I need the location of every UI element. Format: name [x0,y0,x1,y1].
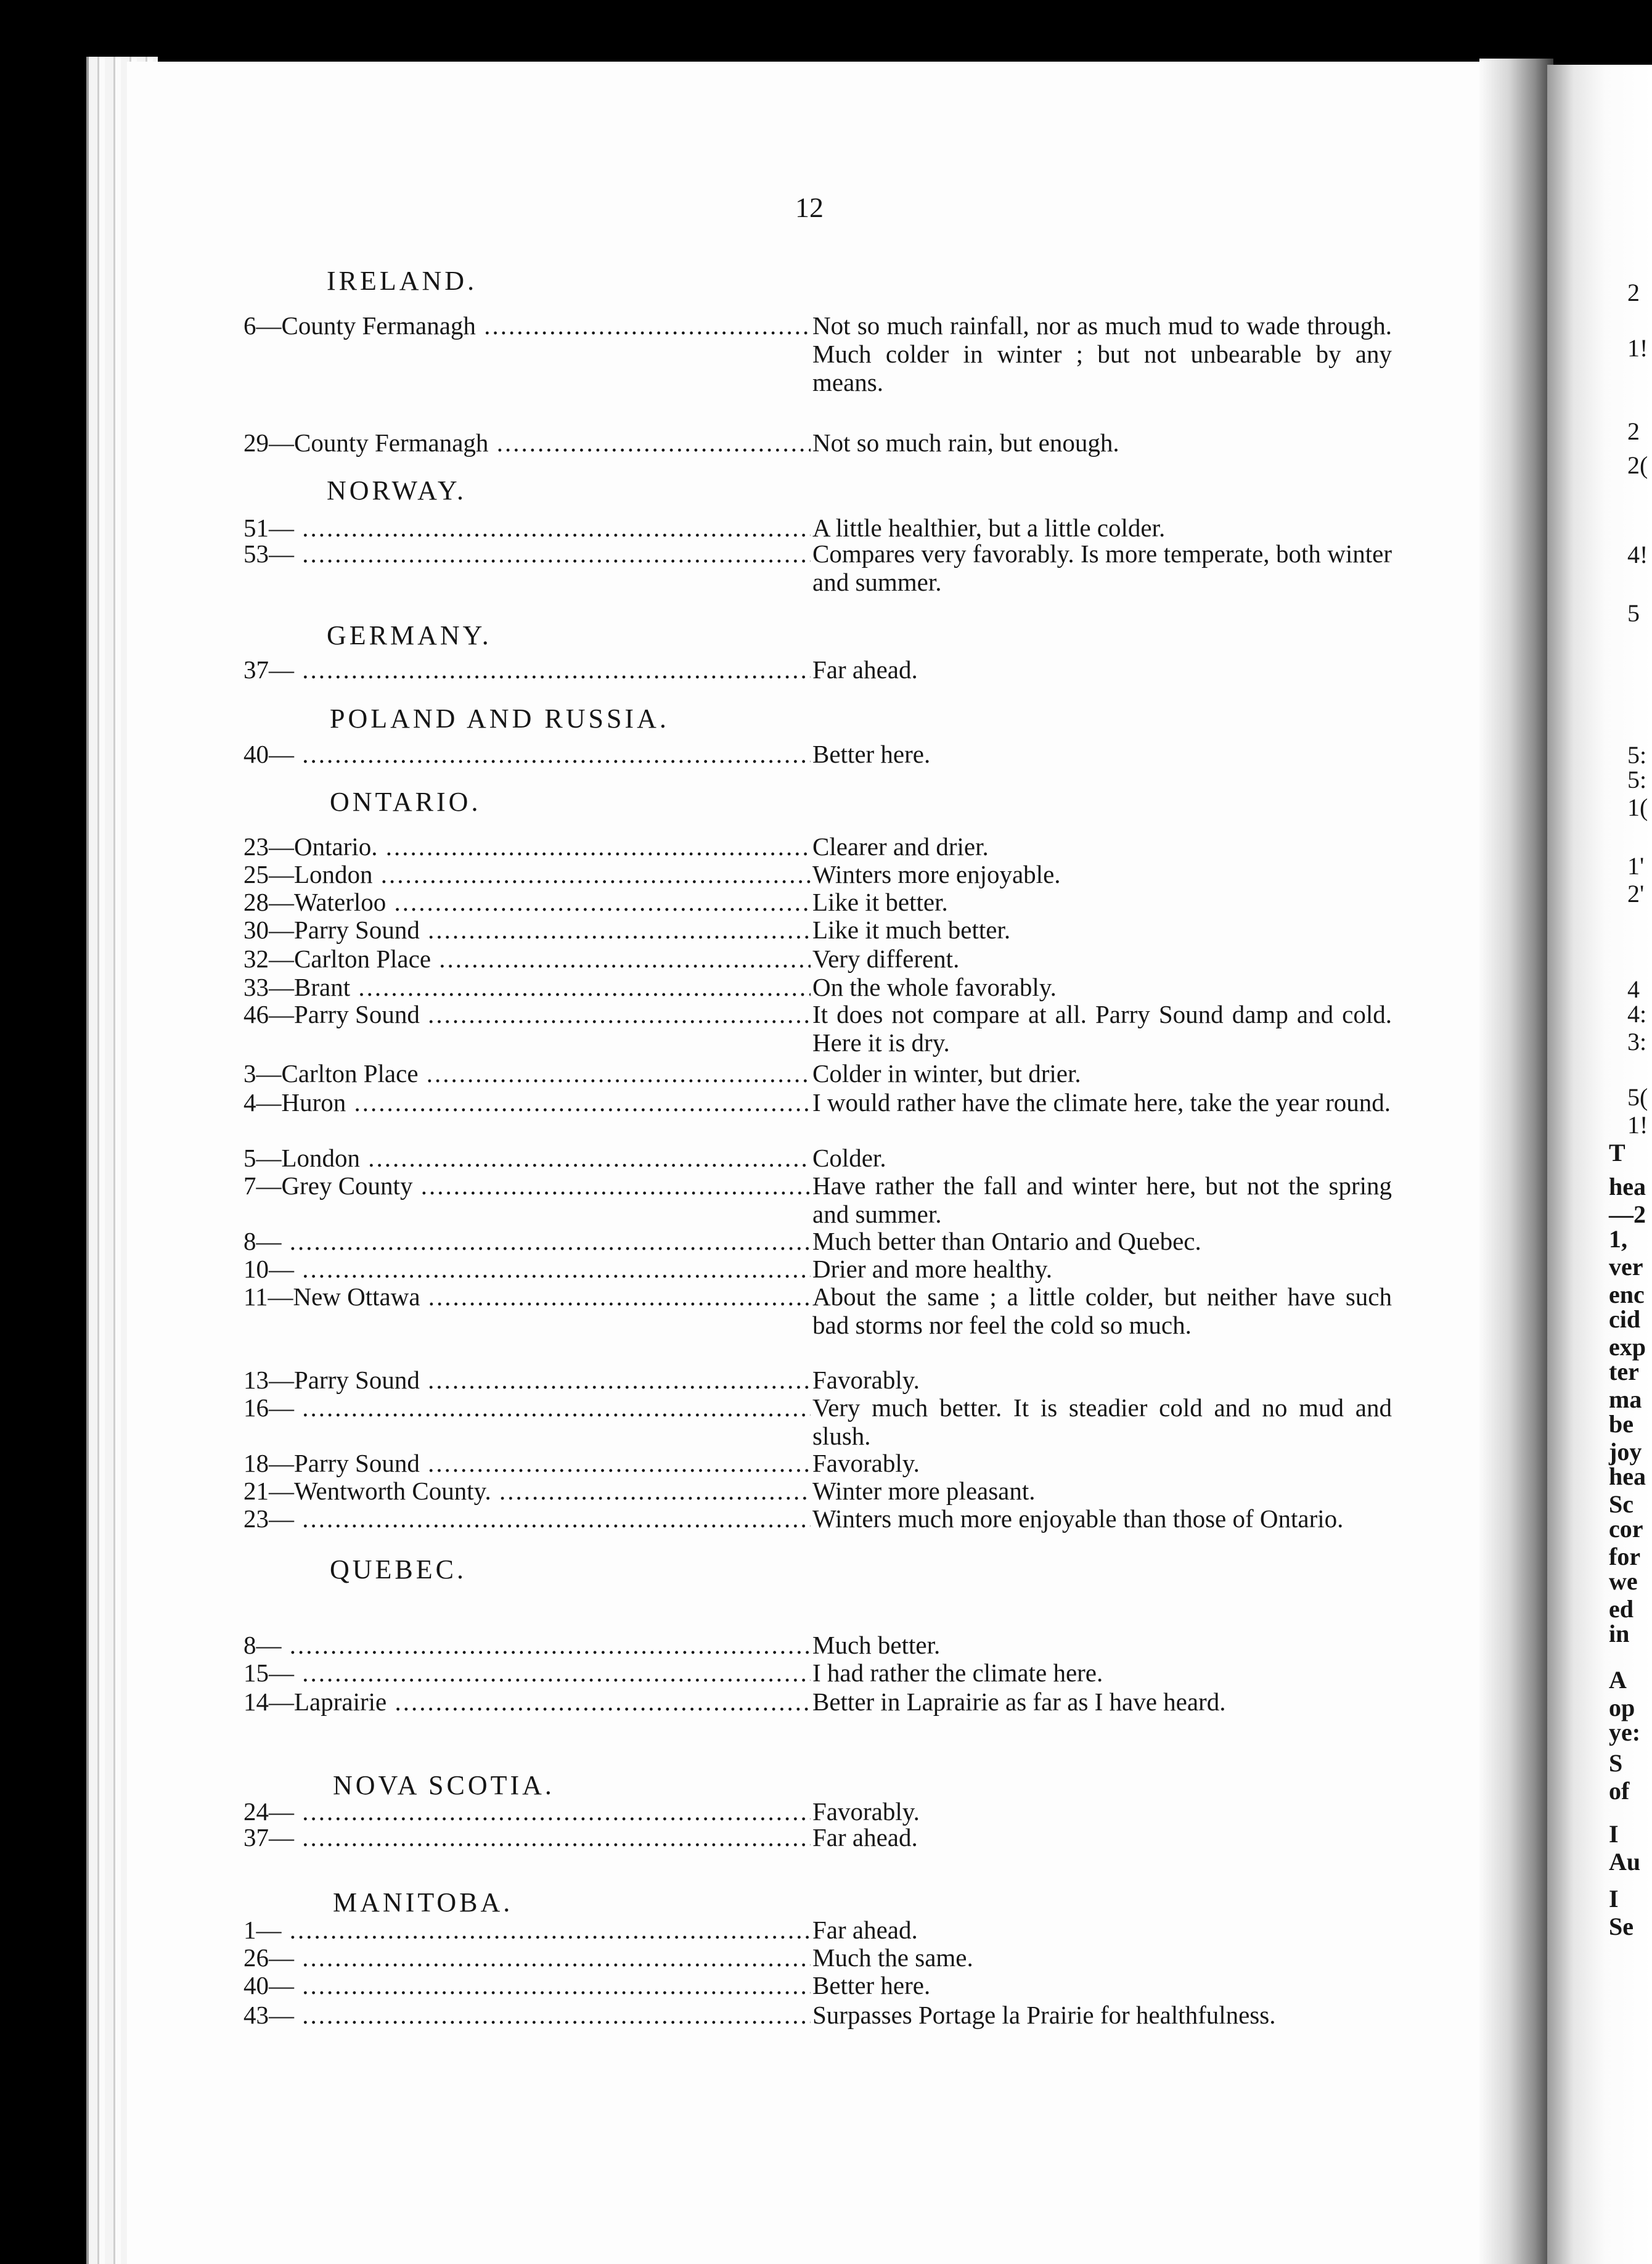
facing-page-fragment: 4 [1627,975,1640,1003]
facing-page-fragment: for [1609,1543,1641,1570]
entry-respondent: 5—London ..... [243,1144,811,1172]
entry-comment: Far ahead. [812,1916,918,1944]
entry-comment: Far ahead. [812,1823,918,1852]
page-number: 12 [795,192,824,223]
entry-respondent: 40— ..... [243,1971,811,1999]
entry-row [0,2001,1652,2032]
entry-comment: I would rather have the climate here, take the year round. [812,1088,1391,1117]
entry-respondent: 40— ..... [243,740,811,768]
facing-page-fragment: —2 [1609,1200,1646,1228]
entry-comment: Winters much more enjoyable than those of Ontario. [812,1504,1344,1533]
entry-respondent: 15— ..... [243,1659,811,1687]
entry-respondent: 43— ..... [243,2001,811,2029]
entry-respondent: 32—Carlton Place ..... [243,945,811,973]
entry-comment: Clearer and drier. [812,832,989,861]
entry-respondent: 21—Wentworth County. ..... [243,1477,811,1505]
facing-page-fragment: 1( [1627,794,1648,821]
facing-page-fragment: exp [1609,1333,1646,1361]
facing-page-fragment: 2( [1627,451,1648,479]
entry-respondent: 46—Parry Sound ..... [243,1000,811,1028]
facing-page-fragment: ver [1609,1253,1643,1281]
entry-comment: Drier and more healthy. [812,1255,1052,1283]
entry-comment: Not so much rainfall, nor as much mud to wade through. Much colder in winter ; but not unbearable by any means. [812,311,1392,396]
entry-respondent: 8— ..... [243,1631,811,1659]
entry-row [0,1227,1652,1258]
entry-comment: On the whole favorably. [812,973,1057,1001]
facing-page-fragment: in [1609,1620,1630,1647]
entry-respondent: 23—Ontario. ..... [243,832,811,861]
entry-row [0,1820,1652,1854]
section-heading: GERMANY. [327,620,492,650]
facing-page-fragment: I [1609,1820,1619,1848]
entry-row [0,429,1652,459]
entry-row [0,740,1652,771]
entry-comment: Far ahead. [812,655,918,684]
entry-row [0,655,1652,686]
entry-row [0,1971,1652,2002]
facing-page-fragment: 1! [1627,1111,1648,1139]
entry-comment: Not so much rain, but enough. [812,429,1119,457]
entry-row [0,860,1652,891]
facing-page-fragment: ma [1609,1385,1642,1413]
entry-comment: Favorably. [812,1366,920,1394]
entry-row [0,1659,1652,1689]
facing-page-fragment: hea [1609,1173,1646,1200]
facing-page-fragment: we [1609,1567,1638,1595]
entry-respondent: 10— ..... [243,1255,811,1283]
entry-respondent: 13—Parry Sound ..... [243,1366,811,1394]
facing-page-fragment: 5: [1627,766,1647,794]
entry-row [0,832,1652,863]
entry-row [0,973,1652,1004]
section-heading: NOVA SCOTIA. [333,1770,555,1800]
entry-row [0,888,1652,919]
entry-comment: About the same ; a little colder, but neither have such bad storms nor feel the cold so much. [812,1282,1392,1339]
entry-comment: Favorably. [812,1797,920,1826]
facing-page-fragment: ye: [1609,1718,1641,1746]
entry-respondent: 28—Waterloo ..... [243,888,811,916]
entry-row [0,1631,1652,1662]
facing-page-fragment: of [1609,1777,1630,1805]
facing-page-fragment: cid [1609,1305,1641,1333]
entry-row [0,916,1652,946]
entry-respondent: 4—Huron ..... [243,1088,811,1117]
section-heading: IRELAND. [327,266,478,296]
facing-page-fragment: 2 [1627,417,1640,445]
entry-comment: Better here. [812,1971,931,1999]
facing-page-fragment: Se [1609,1913,1634,1940]
section-heading: QUEBEC. [330,1554,467,1585]
entry-respondent: 37— ..... [243,1823,811,1852]
entry-row [0,1255,1652,1286]
entry-comment: Much the same. [812,1943,973,1972]
facing-page-fragment: 2' [1627,880,1645,908]
entry-respondent: 29—County Fermanagh ..... [243,429,811,457]
entry-comment: Compares very favorably. Is more temperate, both winter and summer. [812,539,1392,596]
entry-comment: Colder in winter, but drier. [812,1059,1081,1088]
facing-page-fragment: 4: [1627,1000,1647,1028]
entry-comment: A little healthier, but a little colder. [812,514,1166,542]
entry-respondent: 11—New Ottawa ..... [243,1282,811,1311]
entry-respondent: 16— ..... [243,1393,811,1422]
entry-respondent: 53— ..... [243,539,811,568]
entry-respondent: 23— ..... [243,1504,811,1533]
entry-respondent: 18—Parry Sound ..... [243,1449,811,1477]
entry-row [0,1477,1652,1507]
entry-row [0,1913,1652,1946]
facing-page-fragment: joy [1609,1438,1642,1466]
facing-page-fragment: ter [1609,1358,1639,1385]
entry-respondent: 8— ..... [243,1227,811,1255]
facing-page-fragment: 5: [1627,741,1647,769]
entry-row [0,1171,1652,1228]
section-heading: ONTARIO. [330,787,481,817]
entry-respondent: 30—Parry Sound ..... [243,916,811,944]
section-heading: NORWAY. [327,475,467,506]
facing-page-fragment: S [1609,1749,1623,1777]
facing-page-fragment: Au [1609,1848,1641,1876]
facing-page-fragment: enc [1609,1281,1645,1308]
entry-row [0,1393,1652,1450]
entry-comment: Have rather the fall and winter here, but not the spring and summer. [812,1171,1392,1228]
entry-comment: Winters more enjoyable. [812,860,1061,888]
entry-respondent: 26— ..... [243,1943,811,1972]
entry-respondent: 37— ..... [243,655,811,684]
entry-row [0,945,1652,975]
entry-respondent: 25—London ..... [243,860,811,888]
entry-comment: Favorably. [812,1449,920,1477]
facing-page-fragment: op [1609,1694,1635,1721]
facing-page-fragment: 1, [1609,1225,1627,1253]
entry-comment: Like it better. [812,888,948,916]
entry-comment: Better here. [812,740,931,768]
facing-page-fragment: Sc [1609,1490,1634,1518]
entry-respondent: 33—Brant ..... [243,973,811,1001]
facing-page-fragment: 1! [1627,334,1648,362]
entry-row [0,1688,1652,1721]
entry-row [0,1366,1652,1397]
facing-page-fragment: 4! [1627,541,1648,568]
entry-row [0,1504,1652,1535]
entry-comment: Like it much better. [812,916,1011,944]
entry-comment: Better in Laprairie as far as I have heard. [812,1688,1226,1716]
entry-row [0,1943,1652,1974]
section-heading: POLAND AND RUSSIA. [330,703,669,734]
facing-page-fragment: ed [1609,1595,1634,1623]
entry-row [0,311,1652,396]
facing-page-fragment: be [1609,1410,1634,1438]
entry-comment: Surpasses Portage la Prairie for healthfulness. [812,2001,1276,2029]
entry-comment: Colder. [812,1144,886,1172]
entry-respondent: 14—Laprairie ..... [243,1688,811,1716]
facing-page-fragment: hea [1609,1462,1646,1490]
entry-comment: Very much better. It is steadier cold and no mud and slush. [812,1393,1392,1450]
entry-respondent: 6—County Fermanagh ..... [243,311,811,340]
entry-respondent: 3—Carlton Place ..... [243,1059,811,1088]
entry-comment: Much better. [812,1631,941,1659]
entry-comment: Much better than Ontario and Quebec. [812,1227,1201,1255]
facing-page-fragment: cor [1609,1515,1643,1543]
facing-page-fragment: 5 [1627,599,1640,627]
entry-comment: Winter more pleasant. [812,1477,1036,1505]
entry-comment: It does not compare at all. Parry Sound damp and cold. Here it is dry. [812,1000,1392,1057]
facing-page-fragment: T [1609,1139,1625,1167]
facing-page-fragment: I [1609,1885,1619,1913]
entry-row [0,1088,1652,1119]
facing-page-fragment: 1' [1627,852,1645,880]
entry-respondent: 51— ..... [243,514,811,542]
facing-page-fragment: 5( [1627,1083,1648,1111]
entry-row [0,539,1652,596]
entry-row [0,1000,1652,1057]
entry-comment: I had rather the climate here. [812,1659,1103,1687]
facing-page-fragment: 3: [1627,1028,1647,1056]
entry-respondent: 24— ..... [243,1797,811,1826]
facing-page-fragment: A [1609,1666,1627,1694]
entry-row [0,1144,1652,1175]
entry-row [0,1059,1652,1090]
entry-comment: Very different. [812,945,960,973]
entry-respondent: 1— ..... [243,1916,811,1944]
entry-respondent: 7—Grey County ..... [243,1171,811,1200]
entry-row [0,1449,1652,1480]
section-heading: MANITOBA. [333,1887,513,1917]
facing-page-fragment: 2 [1627,279,1640,306]
